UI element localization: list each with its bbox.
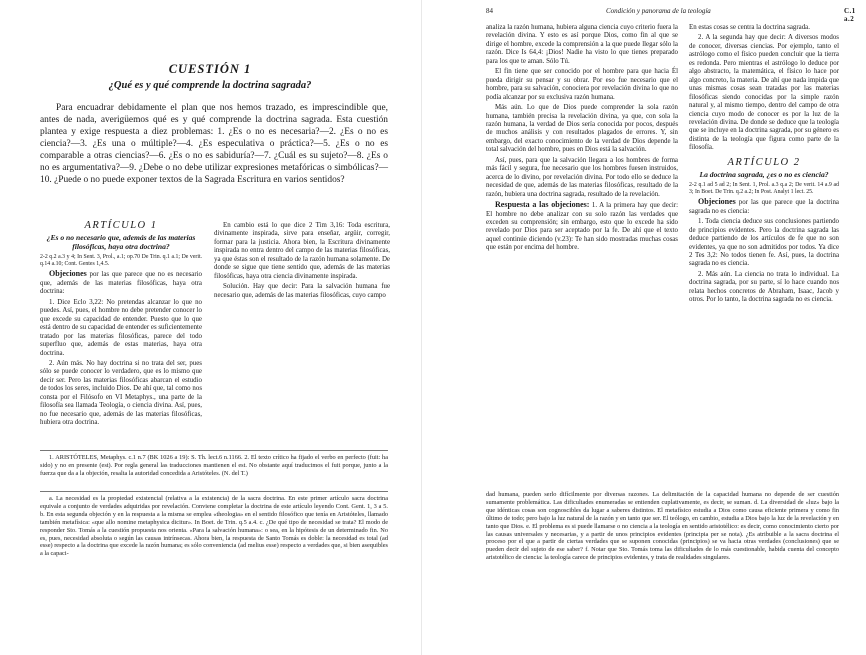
paragraph-end: El fin tiene que ser conocido por el hombre para que hacia Él pueda dirigir su pensar y su obrar. Por eso fue necesario que el hombre, para su salvación, conociera por revelación divina lo que no podía alcanzar por su exclusiva razón humana. [486,68,678,101]
article-question: ¿Es o no necesario que, además de las materias filosóficas, haya otra doctrina? [46,233,196,252]
question-title: CUESTIÓN 1 [168,62,252,76]
objections-intro: por las que parece que no es necesario que, además de las materias filosóficas, haya otra doctrina: [40,271,202,296]
article-title: ARTÍCULO 1 [84,220,158,231]
reply-1: 1. A la primera hay que decir: El hombre no debe analizar con su solo razón las verdades que exceden su comprensión; sin embargo, esto que lo excede ha sido revelado por Dios para ser aceptado por la fe. De ahí que el texto aquel continúe diciendo (v.23): Te han sido mostradas muchas cosas que están por encima del hombre. [486,202,678,252]
question-intro: Para encuadrar debidamente el plan que nos hemos trazado, es imprescindible que, antes de nada, averigüemos qué es y qué comprende la doctrina sagrada. Esta cuestión plantea y exige respuesta a diez problemas: 1. ¿Es o no es necesaria?—2. ¿Es o no es ciencia?—3. ¿Es una o múltiple?—4. ¿Es especulativa o práctica?—5. ¿Es o no es comparable a otras ciencias?—6. ¿Es o no es sabiduría?—7. ¿Cuál es su sujeto?—8. ¿Es o no es argumentativa?—9. ¿Debe o no debe utilizar expresiones metafóricas o simbólicas?—10. ¿Puede o no puede exponer textos de la Sagrada Escritura en varios sentidos? [40,103,388,185]
right-column-1 [486,24,678,486]
left-column-2 [214,222,390,445]
objection-1: 1. Dice Eclo 3,22: No pretendas alcanzar lo que no puedes. Así, pues, el hombre no debe pretender conocer lo que excede su capacidad de entender. Puesto que lo que está dentro de su capacidad de entender es suficientemente tratado por las materias filosóficas, parece del todo superfluo que, además de estas materias, haya otra doctrina. [40,298,202,357]
article-2-question: La doctrina sagrada, ¿es o no es ciencia? [699,170,829,180]
footnote-rule [40,450,388,451]
right-commentary [486,491,839,646]
footnotes [40,454,388,488]
article-2-objection-1: 1. Toda ciencia deduce sus conclusiones partiendo de principios evidentes. Pero la doctrina sagrada las deduce partiendo de los artículos de fe que no son evidentes, ya que no son admitidos por todos. Ya dice 2 Tes 3,2: No todos tienen fe. Así, pues, la doctrina sagrada no es ciencia. [689,218,839,268]
left-column-1 [40,222,202,445]
left-page [0,0,424,655]
article-2-references: 2-2 q.1 ad 5 ad 2; In Sent. 1, Prol. a.3 q.a 2; De verit. 14 a.9 ad 3; In Boet. De Trin. q.2 a.2; In Post. Analyt 1 lect. 25. [689,182,839,196]
reply-paragraph [486,201,678,253]
objections-2-heading: Objeciones [698,197,736,207]
page-number: 84 [486,7,493,15]
commentary-rule [40,491,388,492]
paragraph-conclusion: Así, pues, para que la salvación llegara a los hombres de forma más fácil y segura, fue necesario que los hombres fuesen instruidos, acerca de lo divino, por revelación divina. Por todo ello se deduce la necesidad de que, además de las materias filosóficas, resultado de la razón, hubiera una doctrina sagrada, resultado de la revelación. [486,156,678,198]
reply-1-end: En estas cosas se centra la doctrina sagrada. [689,24,810,31]
commentary-continued: dad humana, pueden serlo difícilmente por diversas razones. La delimitación de la capacidad humana no depende de ser cuestión sumamente problemática. Las dificultades enumeradas se entienden cuplativamente, es decir, se suman. d. La diversidad de «luz» bajo la que idénticas cosas son cognoscibles da lugar a saberes distintos. El metafísico estudia a Dios como causa eficiente primera y como fin último de todo; pero bajo la luz natural de la razón y en tanto que ser. El teólogo, en cambio, estudia a Dios bajo la luz de la revelación y en tanto que Dios. e. El problema es si puede llamarse o no ciencia a la teología en sentido aristotélico: es decir, como conocimiento cierto por las causas universales y necesarias, y a partir de unos principios evidentes (principia per se nota). ¿Es atribuible a la sacra doctrina el proceso por el que a partir de ciertas verdades que se suponen conocidas (principios) se va hacia otras verdades (conclusiones) que se pueden decir del sujeto de ese saber? f. Notar que Sto. Tomás toma las dificultades de lo más cuestionable, habida cuenta del concepto aristotélico de ciencia: la teología carece de principios evidentes, y trata de realidades singulares. [486,491,839,562]
solution-continued: analiza la razón humana, hubiera alguna ciencia cuyo criterio fuera la revelación divina. Y esto es así porque Dios, como fin al que se dirige el hombre, excede la comprensión a la que puede llegar sólo la razón. Dice Is 64,4: ¡Dios! Nadie ha visto lo que tienes preparado para los que te aman. Sólo Tú. [486,24,678,65]
objections-paragraph [40,270,202,296]
solution: Solución. Hay que decir: Para la salvación humana fue necesario que, además de las materias filosóficas, cuyo campo [214,283,390,299]
objections-2-paragraph [689,198,839,216]
question-subtitle: ¿Qué es y qué comprende la doctrina sagrada? [108,80,312,91]
replies-heading: Respuesta a las objeciones: [495,200,590,210]
section-marker: C.1 a.2 [844,7,856,23]
objections-2-intro: por las que parece que la doctrina sagrada no es ciencia: [689,199,839,215]
article-references: 2-2 q.2 a.3 y 4; In Sent. 3, Prol., a.1; op.70 De Trin. q.1 a.1; De verit. q.14 a.10; Cont. Gentes 1,4.5. [40,254,202,268]
article-2-objection-2: 2. Más aún. La ciencia no trata lo individual. La doctrina sagrada, por su parte, sí lo hace cuando nos relata hechos concretos de Abraham, Isaac, Jacob y otros. Por lo tanto, la doctrina sagrada no es ciencia. [689,270,839,304]
running-title: Condición y panorama de la teología [606,7,711,15]
reply-2: 2. A la segunda hay que decir: A diversos modos de conocer, diversas ciencias. Por ejemplo, tanto el astrólogo como el físico pueden concluir que la tierra es redonda. Pero mientras el astrólogo lo deduce por algo abstracto, la matemática, el físico lo hace por algo concreto, la materia. De ahí que nada impida que unas mismas cosas sean tratadas por las materias filosóficas siendo conocidas por la simple razón natural y, al mismo tiempo, dentro del campo de otra ciencia cuyo modo de conocer es por la luz de la revelación divina. De donde se deduce que la teología que se incluye en la doctrina sagrada, por su género es distinta de la teología que figura como parte de la filosofía. [689,34,839,152]
left-commentary [40,495,388,645]
footnote-text: 1. ARISTÓTELES, Metaphys. c.1 n.7 (BK 1026 a 19): S. Th. lect.6 n.1166. 2. El texto crítico ha fijado el verbo en perfecto (fuit: ha sido) y no en presente (est). Por regla general las traducciones mantienen el est. No obstante aquí traducimos el fuit porque, junto a la fuerza que da a la objeción, resalta la autoridad concedida a Aristóteles. (N. del T.) [40,454,388,477]
objection-2: 2. Aún más. No hay doctrina si no trata del ser, pues sólo se puede conocer lo verdadero, que es lo mismo que decir ser. Pero las materias filosóficas abarcan el estudio de todos los seres, incluido Dios. De ahí que, tal como nos consta por el Filósofo en VI Metaphys., una parte de la filosofía sea llamada Teología, o ciencia divina. Así, pues, no fue necesario que, además de las materias filosóficas, hubiera otra doctrina. [40,359,202,427]
commentary-text: a. La necesidad es la propiedad existencial (relativa a la existencia) de la sacra doctrina. En este primer artículo sacra doctrina equivale a conjunto de verdades adquiridas por revelación. Conviene completar la doctrina de este artículo leyendo Cont. Gent. 1, 3 a 5. b. En esta segunda objeción y en la respuesta a la misma se emplea «theologia» en el sentido filosófico que tenía en Aristóteles, llamado también metafísica: «que allo nomine metaphysica dicitur». In Boet. de Trin. q.5 a.4. c. ¿De qué tipo de necesidad se trata? El modo de responder Sto. Tomás a la cuestión propuesta nos orienta. «Para la salvación humana»: o sea, en la hipótesis de un determinado fin. No es, pues, necesidad absoluta o según las causas intrínsecas. Ahora bien, la respuesta de Santo Tomás es doble: la necesidad es total (ad esse) respecto a la doctrina que excede la razón humana; es sólo conveniencia (ad melius esse) respecto a verdades que, si bien asequibles a la capaci- [40,495,388,558]
sed-contra: En cambio está lo que dice 2 Tim 3,16: Toda escritura, divinamente inspirada, sirve para enseñar, argüir, corregir, formar para la justicia. Ahora bien, la Escritura divinamente inspirada no entra dentro del campo de las materias filosóficas, ya que éstas son el resultado de la razón humana solamente. De donde se sigue que tiene sentido que, además de las materias filosóficas, haya otra ciencia divinamente inspirada. [214,222,390,280]
paragraph-reason: Más aún. Lo que de Dios puede comprender la sola razón humana, también precisa la revelación divina, ya que, con sola la razón humana, la verdad de Dios sería conocida por pocos, después de muchos análisis y con resultados plagados de errores. Y, sin embargo, del exacto conocimiento de la verdad de Dios depende la total salvación del hombre, pues en Dios está la salvación. [486,104,678,154]
article-2-title: ARTÍCULO 2 [727,156,801,168]
right-page [424,0,856,655]
objections-heading: Objeciones [49,269,87,279]
right-column-2 [689,24,839,486]
